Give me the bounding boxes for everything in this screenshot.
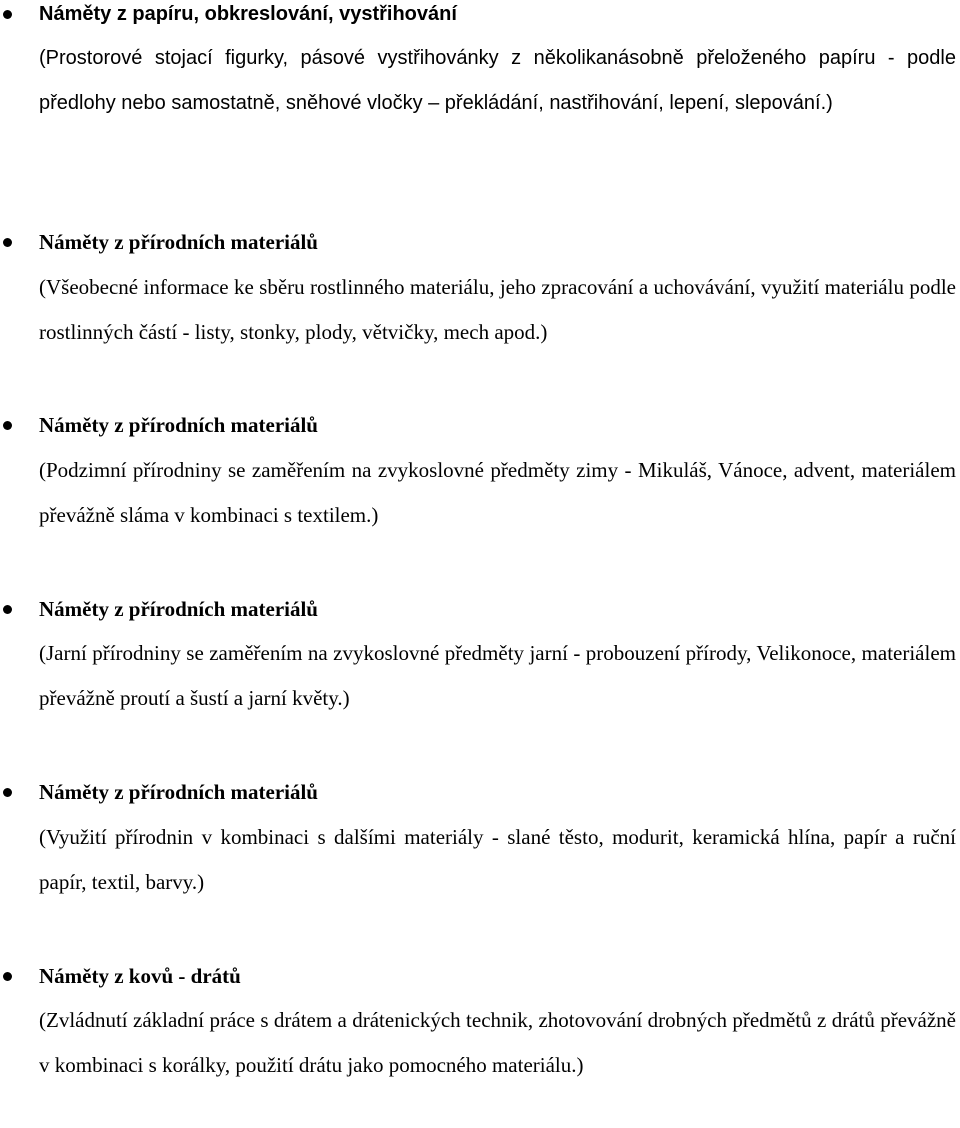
bullet-icon <box>3 238 12 247</box>
bullet-icon <box>3 421 12 430</box>
item-description: (Zvládnutí základní práce s drátem a drátenických technik, zhotovování drobných předmětů z drátů převážně v kombinaci s korálky, použití drátu jako pomocného materiálu.) <box>39 1008 956 1077</box>
item-heading: Náměty z kovů - drátů <box>39 964 241 988</box>
item-heading: Náměty z přírodních materiálů <box>39 597 318 621</box>
bullet-icon <box>3 788 12 797</box>
item-heading: Náměty z přírodních materiálů <box>39 780 318 804</box>
bullet-icon <box>3 605 12 614</box>
item-heading: Náměty z přírodních materiálů <box>39 413 318 437</box>
item-description: (Prostorové stojací figurky, pásové vystřihovánky z několikanásobně přeloženého papíru - podle předlohy nebo samostatně, sněhové vločky – překládání, nastřihování, lepení, slepování.) <box>39 47 956 114</box>
item-description: (Všeobecné informace ke sběru rostlinného materiálu, jeho zpracování a uchovávání, využití materiálu podle rostlinných částí - listy, stonky, plody, větvičky, mech apod.) <box>39 275 956 344</box>
bullet-icon <box>3 10 12 19</box>
bullet-icon <box>3 972 12 981</box>
item-heading: Náměty z papíru, obkreslování, vystřihování <box>39 3 457 25</box>
item-description: (Podzimní přírodniny se zaměřením na zvykoslovné předměty zimy - Mikuláš, Vánoce, advent, materiálem převážně sláma v kombinaci s textilem.) <box>39 458 956 527</box>
item-description: (Využití přírodnin v kombinaci s dalšími materiály - slané těsto, modurit, keramická hlína, papír a ruční papír, textil, barvy.) <box>39 825 956 894</box>
item-description: (Jarní přírodniny se zaměřením na zvykoslovné předměty jarní - probouzení přírody, Velikonoce, materiálem převážně proutí a šustí a jarní květy.) <box>39 641 956 710</box>
item-heading: Náměty z přírodních materiálů <box>39 230 318 254</box>
